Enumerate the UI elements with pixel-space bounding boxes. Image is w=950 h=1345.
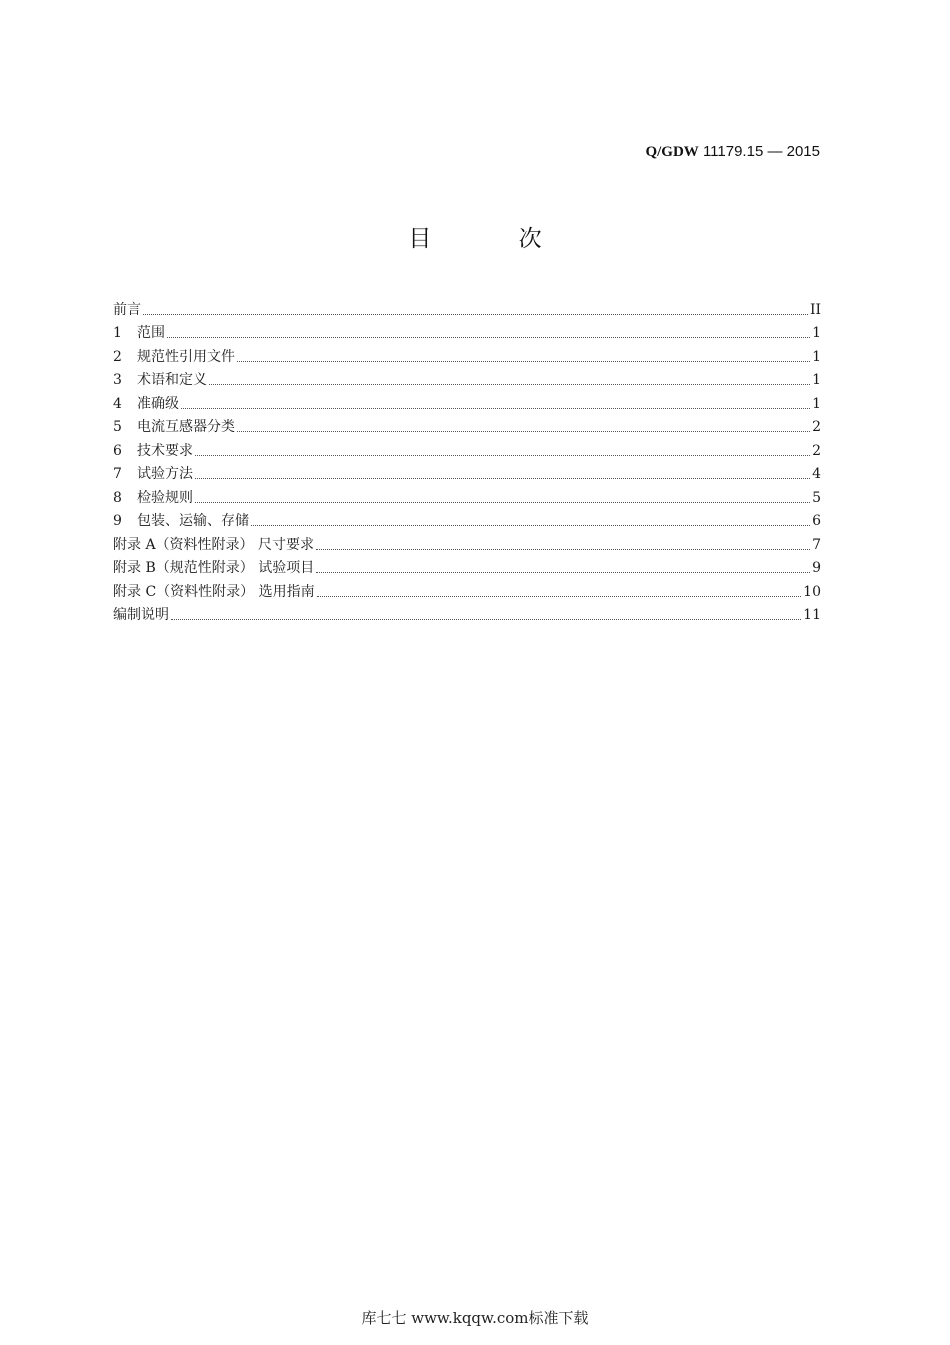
toc-leader-dots — [251, 525, 810, 526]
toc-leader-dots — [143, 314, 808, 315]
toc-leader-dots — [195, 478, 810, 479]
toc-entry-label: 编制说明 — [113, 607, 169, 623]
toc-entry-page: II — [809, 301, 821, 318]
toc-entry-number: 5 — [113, 419, 122, 435]
toc-entry-label: 试验方法 — [137, 466, 193, 482]
toc-entry-appendix-b[interactable] — [113, 554, 821, 578]
toc-entry-number: 3 — [113, 372, 122, 388]
toc-entry-label: 附录 A（资料性附录） 尺寸要求 — [113, 536, 315, 553]
toc-entry-3[interactable] — [113, 366, 821, 390]
toc-entry-page: 7 — [812, 536, 821, 553]
toc-entry-page: 2 — [812, 419, 821, 435]
toc-entry-label: 范围 — [137, 325, 165, 341]
toc-leader-dots — [237, 431, 810, 432]
toc-leader-dots — [167, 337, 810, 338]
toc-entry-8[interactable] — [113, 483, 821, 507]
toc-title: 目 次 — [408, 226, 582, 252]
toc-leader-dots — [316, 549, 810, 550]
toc-leader-dots — [195, 455, 810, 456]
toc-entry-page: 1 — [812, 395, 821, 412]
toc-entry-label: 电流互感器分类 — [137, 419, 235, 435]
toc-entry-page: 1 — [812, 348, 821, 365]
toc-entry-2[interactable] — [113, 342, 821, 366]
toc-leader-dots — [181, 408, 810, 409]
toc-entry-number: 1 — [113, 325, 122, 341]
toc-leader-dots — [195, 502, 810, 503]
toc-entry-number: 8 — [113, 489, 122, 506]
toc-leader-dots — [209, 384, 810, 385]
toc-leader-dots — [316, 572, 810, 573]
toc-entry-number: 6 — [113, 442, 122, 459]
toc-entry-7[interactable] — [113, 460, 821, 484]
toc-entry-number: 4 — [113, 395, 122, 412]
toc-entry-page: 4 — [812, 466, 821, 482]
toc-entry-label: 规范性引用文件 — [137, 348, 235, 365]
toc-entry-compilation-notes[interactable] — [113, 601, 821, 625]
document-code-number: 11179.15 — 2015 — [698, 143, 820, 160]
toc-entry-label: 附录 B（规范性附录） 试验项目 — [113, 560, 315, 576]
toc-entry-number: 9 — [113, 513, 122, 529]
toc-entry-label: 前言 — [113, 301, 141, 318]
table-of-contents — [113, 295, 821, 624]
toc-entry-label: 技术要求 — [137, 442, 193, 459]
toc-entry-appendix-a[interactable] — [113, 530, 821, 554]
toc-entry-appendix-c[interactable] — [113, 577, 821, 601]
toc-entry-label: 检验规则 — [137, 489, 193, 506]
toc-entry-label: 附录 C（资料性附录） 选用指南 — [113, 583, 315, 600]
toc-leader-dots — [171, 619, 801, 620]
toc-entry-page: 2 — [812, 442, 821, 459]
toc-entry-1[interactable] — [113, 319, 821, 343]
toc-leader-dots — [237, 361, 810, 362]
toc-entry-page: 5 — [812, 489, 821, 506]
toc-entry-label: 包装、运输、存储 — [137, 513, 249, 529]
footer-watermark-text: 库七七 www.kqqw.com标准下载 — [361, 1309, 589, 1327]
toc-entry-page: 9 — [812, 560, 821, 576]
toc-entry-number: 7 — [113, 466, 122, 482]
toc-entry-4[interactable] — [113, 389, 821, 413]
toc-entry-page: 1 — [812, 372, 821, 388]
toc-entry-page: 6 — [812, 513, 821, 529]
toc-entry-page: 10 — [803, 583, 821, 600]
toc-entry-foreword[interactable] — [113, 295, 821, 319]
document-code-prefix: Q/GDW — [645, 144, 699, 160]
toc-entry-6[interactable] — [113, 436, 821, 460]
toc-entry-label: 术语和定义 — [137, 372, 207, 388]
toc-entry-page: 11 — [803, 607, 821, 623]
toc-entry-label: 准确级 — [137, 395, 179, 412]
toc-entry-5[interactable] — [113, 413, 821, 437]
toc-entry-page: 1 — [812, 325, 821, 341]
toc-entry-number: 2 — [113, 348, 122, 365]
toc-leader-dots — [317, 596, 802, 597]
document-code — [645, 143, 820, 161]
toc-entry-9[interactable] — [113, 507, 821, 531]
